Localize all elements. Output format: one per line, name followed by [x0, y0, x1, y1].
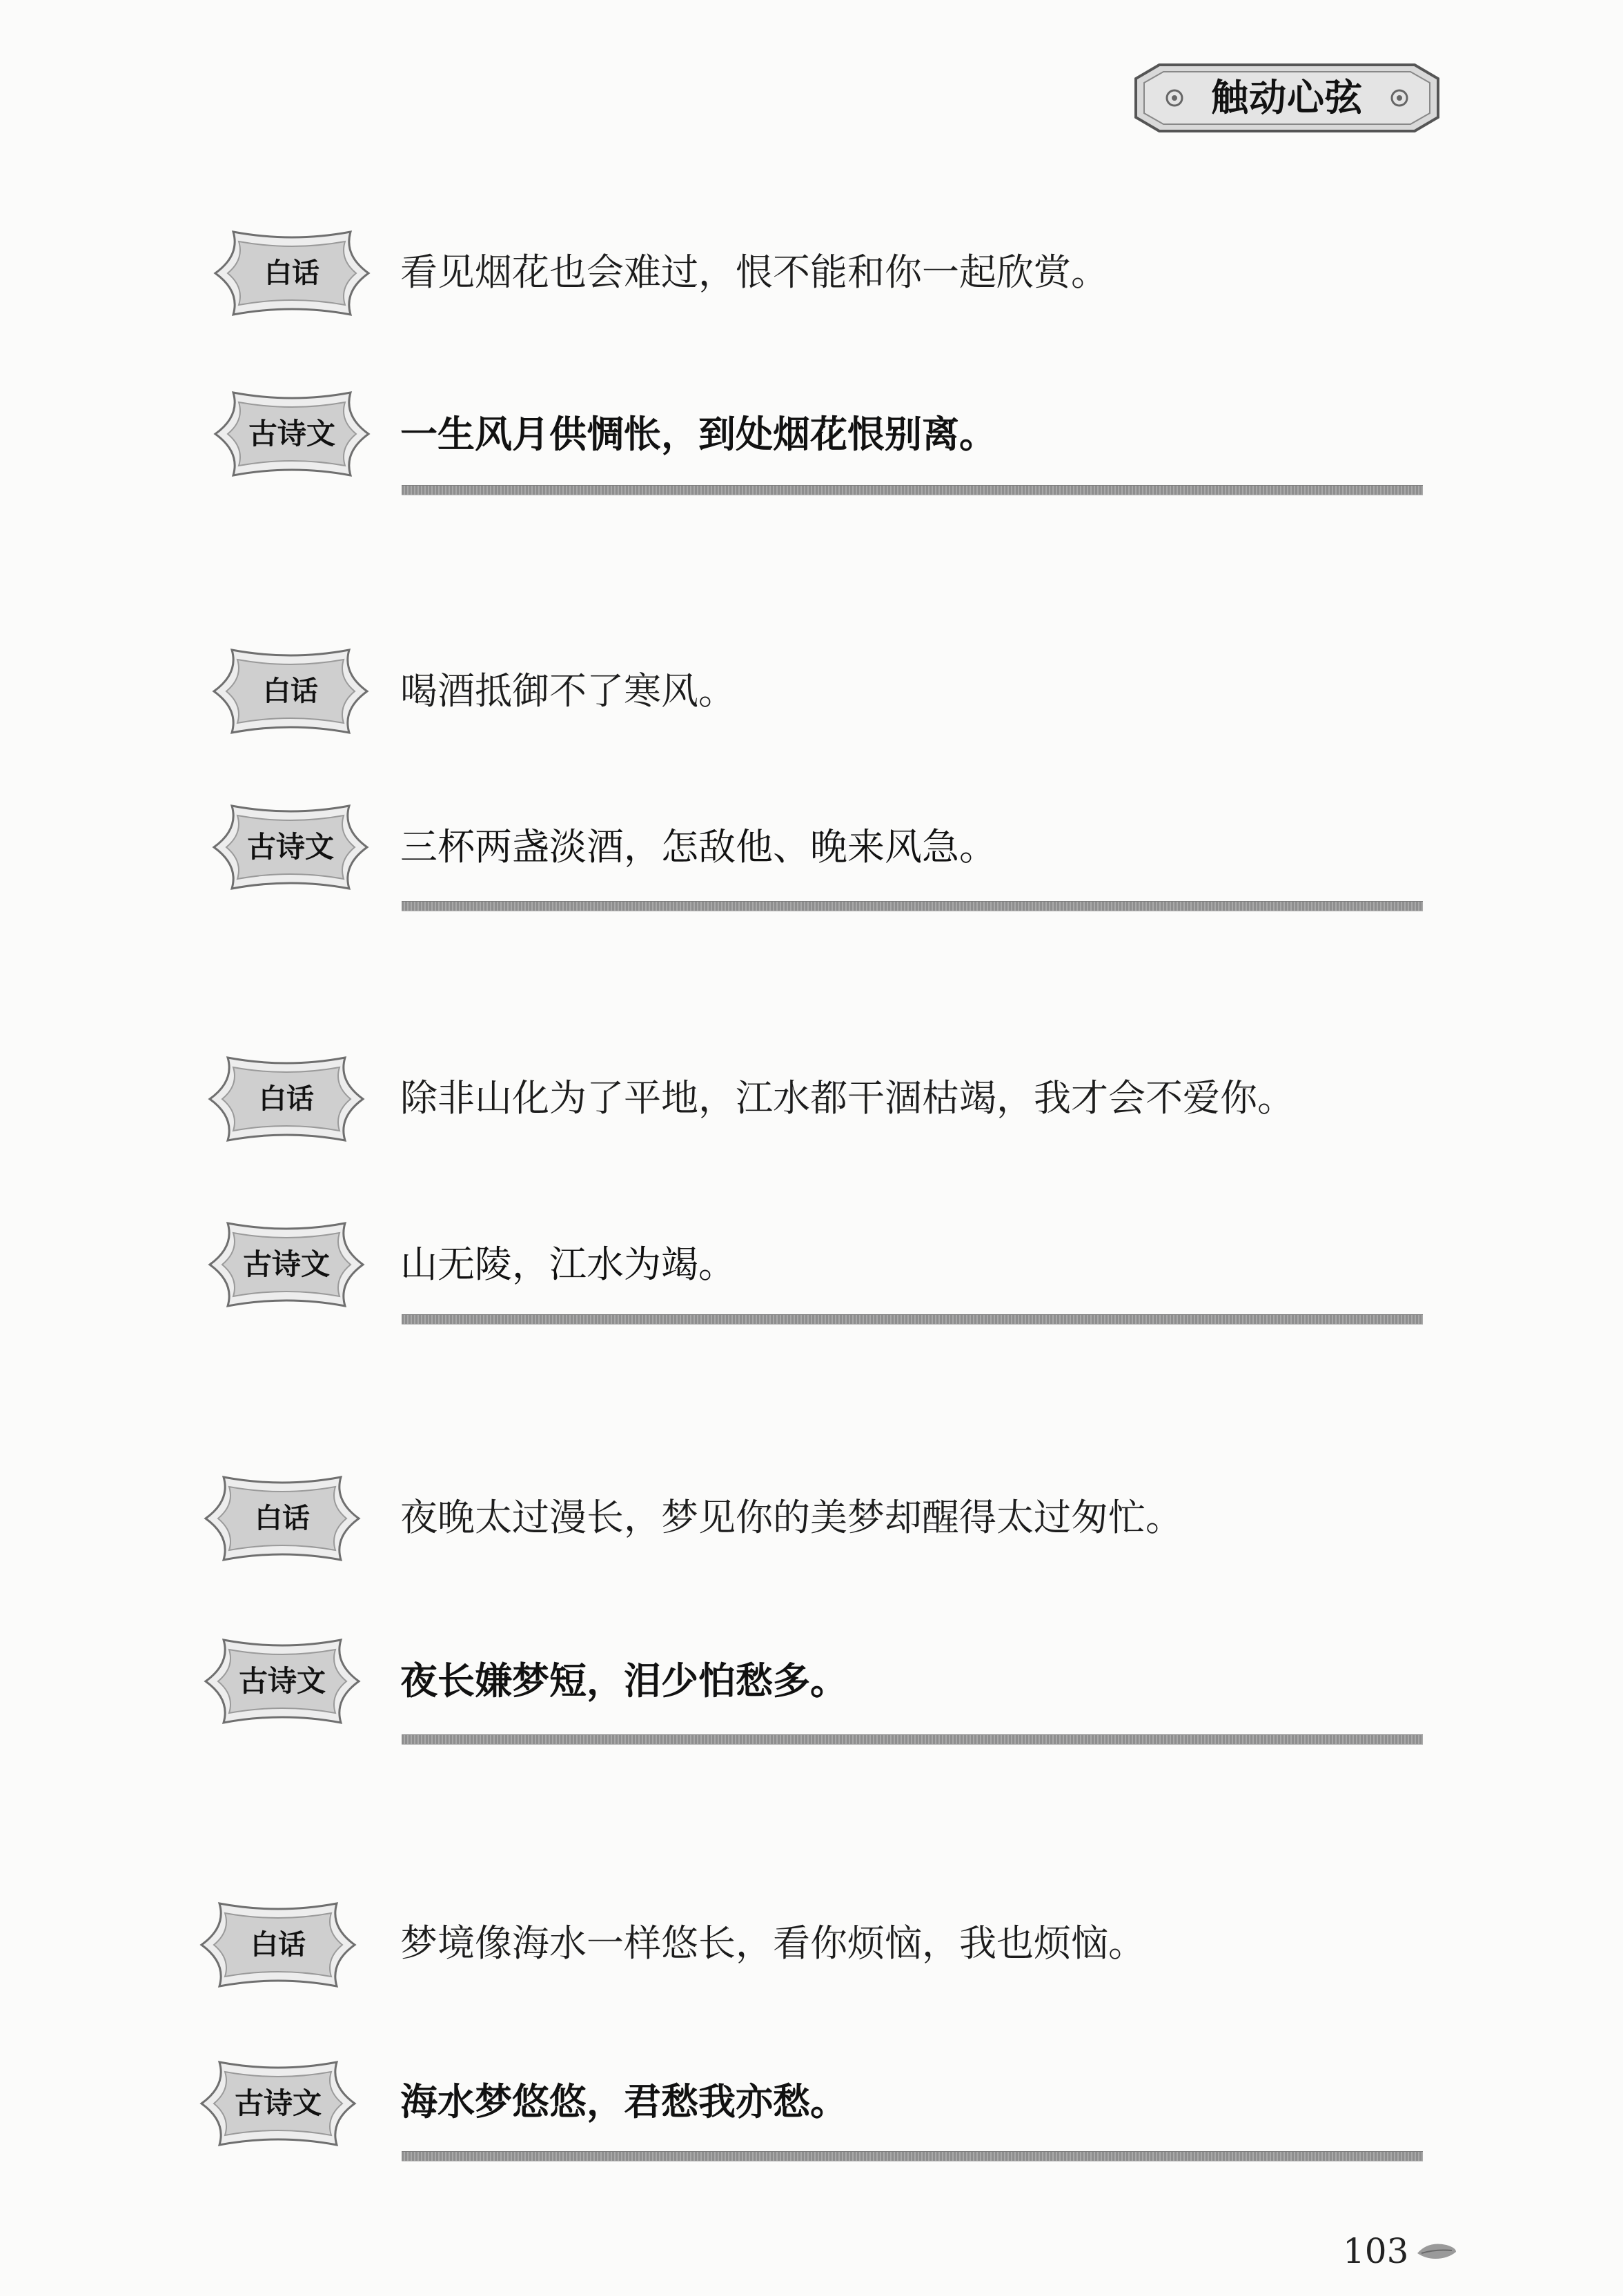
baihua-badge: [203, 1473, 362, 1564]
gushiwen-badge-label: 古诗文: [238, 1664, 326, 1698]
baihua-line: 夜晚太过漫长，梦见你的美梦却醒得太过匆忙。: [400, 1496, 1183, 1539]
baihua-badge: [211, 646, 370, 737]
gushiwen-badge-label: 古诗文: [248, 417, 335, 451]
gushiwen-badge: [213, 388, 371, 479]
gushiwen-badge: [207, 1219, 366, 1310]
sentence-pair: [0, 207, 1623, 483]
baihua-line: 梦境像海水一样悠长，看你烦恼，我也烦恼。: [400, 1921, 1145, 1965]
divider-rule: [402, 1314, 1423, 1325]
divider-rule: [402, 485, 1423, 495]
gushiwen-badge: [199, 2058, 357, 2149]
baihua-badge-label: 白话: [250, 1929, 306, 1961]
gushiwen-badge-label: 古诗文: [234, 2086, 322, 2120]
baihua-badge: [207, 1053, 366, 1145]
gushiwen-line: 一生风月供惆怅，到处烟花恨别离。: [400, 413, 996, 456]
gushiwen-line: 山无陵，江水为竭。: [400, 1243, 736, 1286]
sentence-pair: [0, 1880, 1623, 2156]
page-number: 103: [1343, 2231, 1409, 2271]
gushiwen-line: 海水梦悠悠，君愁我亦愁。: [400, 2080, 847, 2124]
gushiwen-badge: [203, 1636, 362, 1727]
baihua-line: 喝酒抵御不了寒风。: [400, 669, 736, 713]
baihua-badge-label: 白话: [259, 1083, 314, 1115]
baihua-line: 看见烟花也会难过，恨不能和你一起欣赏。: [400, 250, 1108, 294]
gushiwen-line: 三杯两盏淡酒，怎敌他、晚来风急。: [400, 825, 996, 869]
chapter-header-tag: [1132, 61, 1442, 135]
sentence-pair: [0, 1452, 1623, 1728]
chapter-title: 触动心弦: [1211, 76, 1363, 119]
baihua-badge: [199, 1899, 357, 1990]
baihua-badge-label: 白话: [255, 1503, 310, 1534]
baihua-badge-label: 白话: [264, 257, 319, 289]
sentence-pair: [0, 1038, 1623, 1314]
gushiwen-line: 夜长嫌梦短，泪少怕愁多。: [400, 1659, 847, 1703]
leaf-ornament-icon: [1415, 2238, 1459, 2266]
divider-rule: [402, 1734, 1423, 1745]
baihua-badge: [213, 228, 371, 319]
sentence-pair: [0, 629, 1623, 905]
baihua-badge-label: 白话: [263, 675, 318, 707]
gushiwen-badge-label: 古诗文: [246, 830, 334, 864]
divider-rule: [402, 901, 1423, 911]
gushiwen-badge: [211, 802, 370, 893]
gushiwen-badge-label: 古诗文: [242, 1247, 330, 1281]
baihua-line: 除非山化为了平地，江水都干涸枯竭，我才会不爱你。: [400, 1076, 1295, 1120]
divider-rule: [402, 2151, 1423, 2161]
